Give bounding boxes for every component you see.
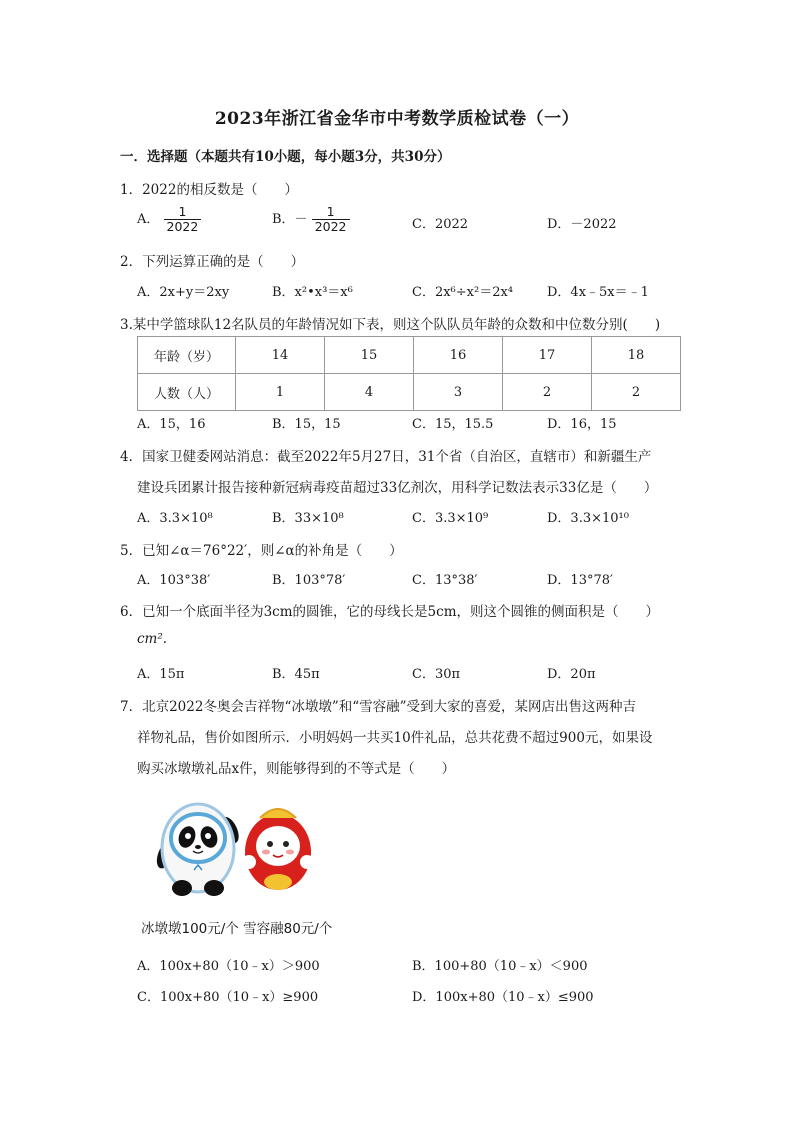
q7-stem-line3: 购买冰墩墩礼品x件，则能够得到的不等式是（ ） [137, 761, 456, 777]
q2-option-c: C．2x⁶÷x²＝2x⁴ [412, 285, 514, 300]
q5-option-d: D．13°78′ [547, 573, 613, 588]
q3-stem: 3.某中学篮球队12名队员的年龄情况如下表，则这个队队员年龄的众数和中位数分别( ) [120, 317, 661, 333]
q4-stem-line1: 4．国家卫健委网站消息：截至2022年5月27日，31个省（自治区，直辖市）和新疆生产 [120, 449, 652, 465]
q2-stem: 2．下列运算正确的是（ ） [120, 254, 305, 270]
count-cell: 2 [592, 374, 681, 411]
q1-option-b-fraction: $\frac{1}{2022}$ [312, 205, 350, 234]
count-cell: 4 [325, 374, 414, 411]
q5-option-c: C．13°38′ [412, 573, 478, 588]
age-cell: 17 [503, 337, 592, 374]
q7-option-b: B．100+80（10﹣x）＜900 [412, 959, 588, 974]
q7-option-a: A．100x+80（10﹣x）＞900 [137, 959, 320, 974]
bing-dwen-dwen-figure [154, 804, 243, 896]
q4-option-d: D．3.3×10¹⁰ [547, 511, 629, 526]
q6-option-a: A．15π [137, 667, 185, 682]
q5-option-a: A．103°38′ [137, 573, 211, 588]
count-row [138, 374, 681, 411]
q4-option-c: C．3.3×10⁹ [412, 511, 489, 526]
count-row-label: 人数（人） [138, 374, 236, 411]
q1-option-c: C．2022 [412, 217, 469, 232]
q1-option-d: D．－2022 [547, 217, 617, 232]
q6-option-d: D．20π [547, 667, 596, 682]
age-table [137, 336, 681, 411]
age-row [138, 337, 681, 374]
q2-option-a: A．2x+y＝2xy [137, 285, 230, 300]
q6-option-b: B．45π [272, 667, 320, 682]
age-row-label: 年龄（岁） [138, 337, 236, 374]
q7-stem-line2: 祥物礼品，售价如图所示．小明妈妈一共买10件礼品，总共花费不超过900元，如果设 [137, 730, 653, 746]
age-cell: 18 [592, 337, 681, 374]
q4-option-a: A．3.3×10⁸ [137, 511, 213, 526]
age-cell: 14 [236, 337, 325, 374]
q6-option-c: C．30π [412, 667, 461, 682]
age-cell: 16 [414, 337, 503, 374]
q7-option-d: D．100x+80（10﹣x）≤900 [412, 990, 594, 1005]
q5-option-b: B．103°78′ [272, 573, 346, 588]
age-cell: 15 [325, 337, 414, 374]
q1-option-b-label: B．－ [272, 212, 308, 227]
q7-option-c: C．100x+80（10﹣x）≥900 [137, 990, 319, 1005]
q1-option-a-fraction: $\frac{1}{2022}$ [164, 205, 202, 234]
q2-option-b: B．x²•x³＝x⁶ [272, 285, 353, 300]
mascot-price-caption: 冰墩墩100元/个 雪容融80元/个 [141, 921, 333, 937]
q6-stem-line1: 6．已知一个底面半径为3cm的圆锥，它的母线长是5cm，则这个圆锥的侧面积是（ ） [120, 604, 659, 620]
q1-option-a-label: A． [137, 212, 160, 227]
q3-option-b: B．15，15 [272, 417, 341, 432]
count-cell: 2 [503, 374, 592, 411]
q3-option-c: C．15，15.5 [412, 417, 494, 432]
q2-option-d: D．4x﹣5x＝﹣1 [547, 285, 649, 300]
q5-stem: 5．已知∠α＝76°22′，则∠α的补角是（ ） [120, 543, 403, 559]
q1-stem: 1．2022的相反数是（ ） [120, 182, 298, 198]
q4-option-b: B．33×10⁸ [272, 511, 344, 526]
q1-option-a [137, 205, 201, 234]
q3-option-d: D．16，15 [547, 417, 617, 432]
shuey-rhon-rhon-figure [242, 809, 314, 890]
q1-option-b [272, 205, 350, 234]
q6-stem-line2: cm². [137, 631, 168, 647]
count-cell: 1 [236, 374, 325, 411]
page-title: 2023年浙江省金华市中考数学质检试卷（一） [214, 109, 580, 129]
count-cell: 3 [414, 374, 503, 411]
q4-stem-line2: 建设兵团累计报告接种新冠病毒疫苗超过33亿剂次，用科学记数法表示33亿是（ ） [137, 480, 658, 496]
mascots-image [150, 800, 320, 900]
section-heading: 一．选择题（本题共有10小题，每小题3分，共30分） [120, 149, 451, 165]
q3-option-a: A．15，16 [137, 417, 206, 432]
q7-stem-line1: 7．北京2022冬奥会吉祥物“冰墩墩”和“雪容融”受到大家的喜爱，某网店出售这两种吉 [120, 699, 637, 715]
